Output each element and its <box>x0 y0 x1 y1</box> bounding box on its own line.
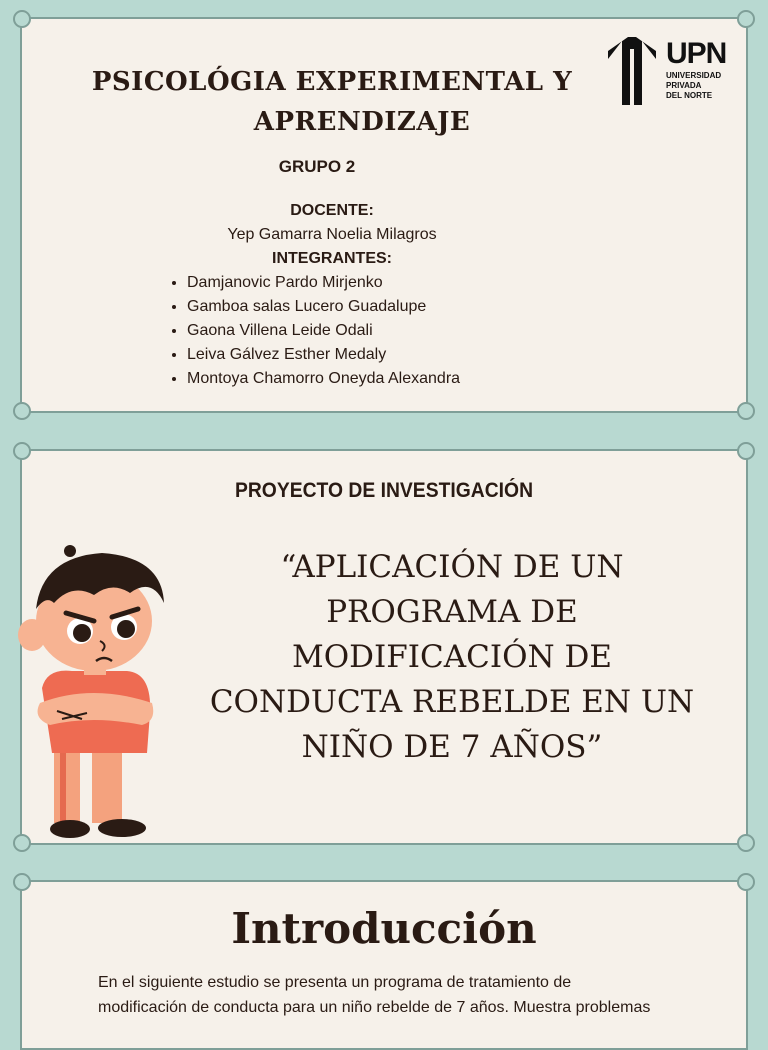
course-title-line2: APRENDIZAJE <box>253 107 471 137</box>
list-item: • Damjanovic Pardo Mirjenko <box>187 271 460 295</box>
course-title-line1: PSICOLÓGIA EXPERIMENTAL Y <box>91 67 573 97</box>
project-title-line: NIÑO DE 7 AÑOS” <box>301 729 603 765</box>
list-item: • Gaona Villena Leide Odali <box>187 319 460 343</box>
upn-logo <box>608 37 728 107</box>
intro-card <box>20 880 748 1050</box>
card-corner <box>13 10 31 28</box>
card-corner <box>13 873 31 891</box>
project-label: PROYECTO DE INVESTIGACIÓN <box>234 479 534 502</box>
list-item: • Leiva Gálvez Esther Medaly <box>187 343 460 367</box>
logo-line1: UNIVERSIDAD <box>666 71 722 80</box>
card-corner <box>13 442 31 460</box>
project-card <box>20 449 748 845</box>
members-list <box>167 271 460 391</box>
docente-name: Yep Gamarra Noelia Milagros <box>227 226 437 243</box>
docente-label: DOCENTE: <box>290 202 374 219</box>
card-corner <box>737 834 755 852</box>
intro-line: modificación de conducta para un niño rebelde de 7 años. Muestra problemas <box>98 999 651 1016</box>
project-title-line: PROGRAMA DE <box>326 594 578 630</box>
list-item: • Montoya Chamorro Oneyda Alexandra <box>187 367 460 391</box>
logo-subtitle <box>666 71 736 101</box>
integrantes-label: INTEGRANTES: <box>272 250 392 267</box>
logo-line2: PRIVADA <box>666 81 702 90</box>
intro-line: En el siguiente estudio se presenta un programa de tratamiento de <box>98 974 572 991</box>
list-item: • Gamboa salas Lucero Guadalupe <box>187 295 460 319</box>
project-title-line: CONDUCTA REBELDE EN UN <box>209 684 695 720</box>
project-title <box>182 545 722 770</box>
project-title-line: “APLICACIÓN DE UN <box>280 549 624 585</box>
intro-heading: Introducción <box>231 904 537 953</box>
cover-card <box>20 17 748 413</box>
card-corner <box>737 10 755 28</box>
card-corner <box>737 442 755 460</box>
upn-logo-icon <box>608 37 664 107</box>
card-corner <box>737 873 755 891</box>
logo-line3: DEL NORTE <box>666 91 713 100</box>
card-corner <box>13 402 31 420</box>
angry-boy-illustration <box>2 543 172 843</box>
logo-brand: UPN <box>666 37 727 70</box>
card-corner <box>737 402 755 420</box>
group-label: GRUPO 2 <box>278 157 356 176</box>
intro-paragraph <box>98 970 698 1020</box>
project-title-line: MODIFICACIÓN DE <box>292 639 612 675</box>
